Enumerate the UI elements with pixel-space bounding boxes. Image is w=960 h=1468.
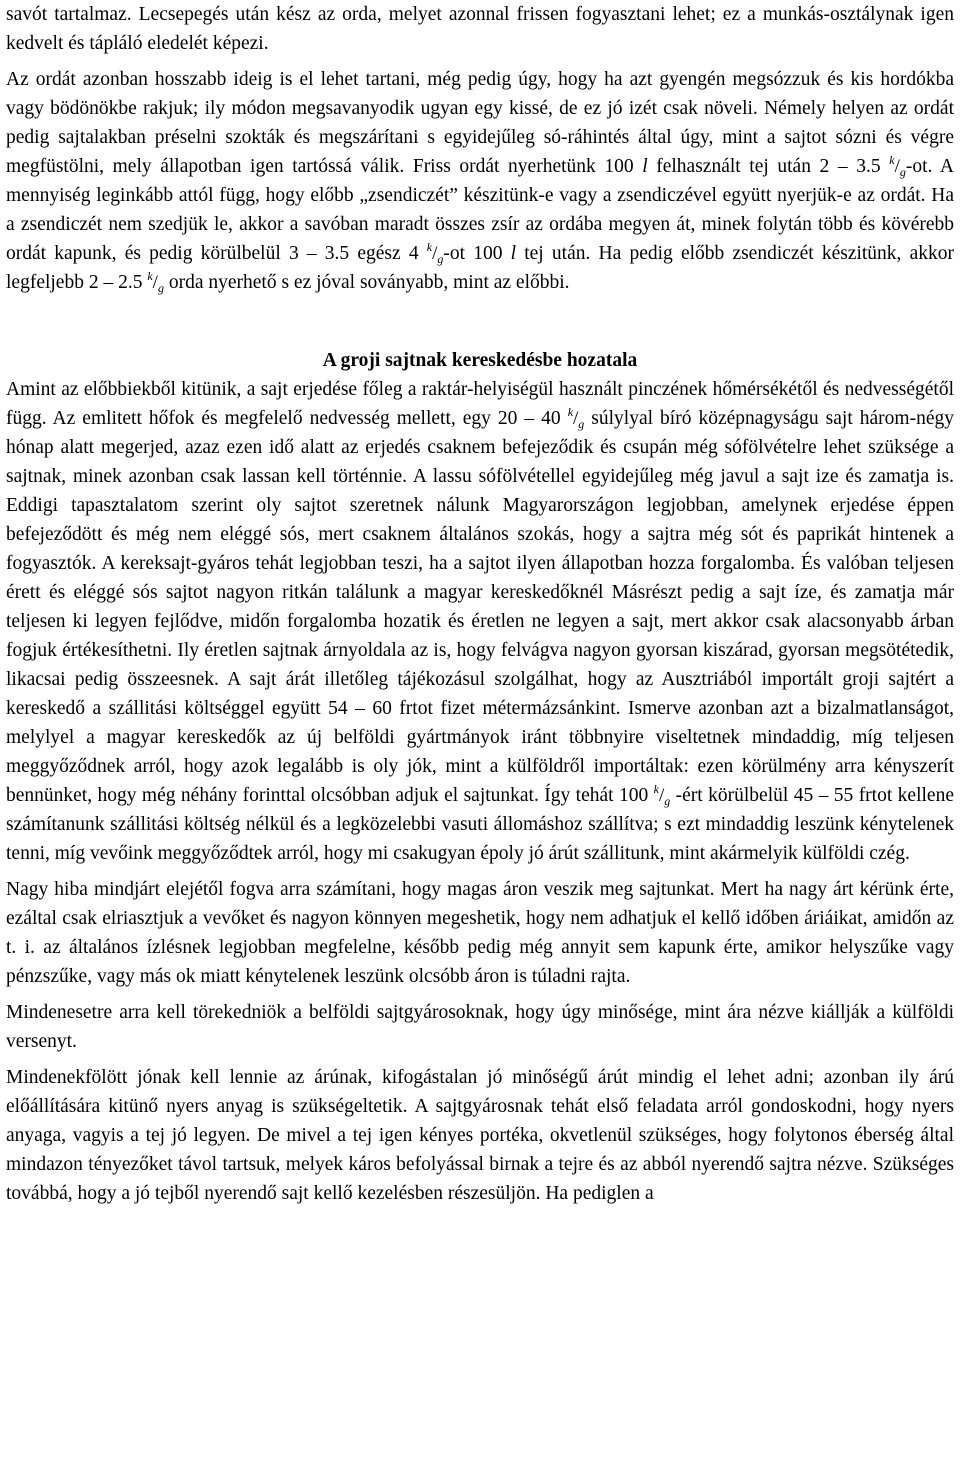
paragraph-section-4: Mindenekfölött jónak kell lennie az árúnak, kifogástalan jó minőségű árút mindig el lehet adni; azonban ily árú előállítására kitünő nyers anyag is szükségeltetik. A sajtgyárosnak tehát első feladata arról gondoskodni, hogy nyers anyaga, vagyis a tej jó legyen. De mivel a tej igen kényes portéka, okvetlenül szükséges, hogy folytonos éberség által mindazon tényezőket távol tartsuk, melyek káros befolyással birnak a tejre és az abból nyerendő sajtra nézve. Szükséges továbbá, hogy a jó tejből nyerendő sajt kellő kezelésben részesüljön. Ha pediglen a xyxy=(6,1067,954,1204)
unit-kg: $^k/_g$ xyxy=(889,153,906,179)
unit-kg: $^k/_g$ xyxy=(567,405,585,431)
text-run: -ot. A mennyiség leginkább attól függ, hogy előbb „zsendiczét” készitünk-e vagy a zsendiczével együtt nyerjük-e az ordát. Ha a zsendiczét nem szedjük le, akkor a savóban maradt összes zsír az ordába megyen át, minek folytán több és kövérebb ordát kapunk, és pedig körülbelül 3 – 3.5 egész 4 xyxy=(6,156,954,264)
paragraph-section-2: Nagy hiba mindjárt elejétől fogva arra számítani, hogy magas áron veszik meg sajtunkat. Mert ha nagy árt kérünk érte, ezáltal csak elriasztjuk a vevőket és nagyon könnyen megeshetik, hogy nem adhatjuk el kellő időben áriáikat, amidőn az t. i. az általános ízlésnek legjobban megfelelne, később pedig még annyit sem kapunk érte, amikor helyszűke vagy pénzszűke, vagy más ok miatt kénytelenek leszünk olcsóbb áron is túladni rajta. xyxy=(6,879,954,987)
text-run: orda nyerhető s ez jóval soványabb, mint az előbbi. xyxy=(163,272,570,293)
unit-kg: $^k/_g$ xyxy=(147,269,164,295)
text-run: Az ordát azonban hosszabb ideig is el lehet tartani, még pedig úgy, hogy ha azt gyengén megsózzuk és kis hordókba vagy bödönökbe rakjuk; ily módon megsavanyodik ugyan egy kissé, de ez jó izét csak növeli. Némely helyen az ordát pedig sajtalakban préselni szokták és megszárítani s egyidejűleg só-ráhintés által úgy, mint a sajtot sózni és végre megfüstölni, mely állapotban igen tartóssá válik. Friss ordát nyerhetünk 100 xyxy=(6,69,954,177)
paragraph-intro-2 xyxy=(6,65,954,297)
paragraph-intro-1: savót tartalmaz. Lecsepegés után kész az orda, melyet azonnal frissen fogyasztani lehet; ez a munkás-osztálynak igen kedvelt és tápláló eledelét képezi. xyxy=(6,4,954,54)
text-run: -ért körülbelül 45 – 55 frtot kellene számítanunk szállitási költség nélkül és a legközelebbi vasuti állomáshoz szállítva; s ezt mindaddig leszünk kénytelenek tenni, míg vevőink meggyőződtek arról, hogy mi csakugyan époly jó árút szállitunk, mint akármelyik külföldi czég. xyxy=(6,785,954,864)
paragraph-section-1 xyxy=(6,375,954,868)
unit-kg: $^k/_g$ xyxy=(426,240,444,266)
text-run: súlylyal bíró középnagyságu sajt három-négy hónap alatt megerjed, azaz ezen idő alatt az erjedés csaknem befejeződik és csupán még sófölvételre lehet szüksége a sajtnak, minek azonban csak lassan kell történnie. A lassu sófölvétellel egyidejűleg még javul a sajt ize és zamatja is. Eddigi tapasztalatom szerint oly sajtot szeretnek nálunk Magyarországon legjobban, amelynek erjedése éppen befejeződött és még nem eléggé sós, mert csaknem általános szokás, hogy a sajtra még sót és paprikát hintenek a fogyasztók. A kereksajt-gyáros tehát legjobban teszi, ha a sajtot ilyen állapotban hozza forgalomba. És valóban teljesen érett és eléggé sós sajtot nagyon ritkán találunk a magyar kereskedőknél Másrészt pedig a sajt íze, és zamatja már teljesen ki legyen fejlődve, midőn forgalomba hozatik és éretlen ne legyen a sajt, mert akkor csak alacsonyabb árban fogjuk értékesíthetni. Ily éretlen sajtnak árnyoldala az is, hogy felvágva nagyon gyorsan kiszárad, gyorsan megsötétedik, likacsai pedig összeesnek. A sajt árát illetőleg tájékozásul szolgálhat, hogy az Ausztriából importált groji sajtért a kereskedő a szállitási költséggel együtt 54 – 60 frtot fizet métermázsánkint. Ismerve azonban azt a bizalmatlanságot, melylyel a magyar kereskedők az új belföldi gyártmányok iránt többnyire viseltetnek mindaddig, míg teljesen meggyőződnek arról, hogy azok legalább is oly jók, mint a külföldről importáltak: ezen körülmény arra kényszerít bennünket, hogy még néhány forinttal olcsóbban adjuk el sajtunkat. Így tehát 100 xyxy=(6,408,954,806)
text-run: felhasznált tej után 2 – 3.5 xyxy=(647,156,890,177)
text-run: Amint az előbbiekből kitünik, a sajt erjedése főleg a raktár-helyiségül használt pinczének hőmérsékétől és nedvességétől függ. Az emlitett hőfok és megfelelő nedvesség mellett, egy 20 – 40 xyxy=(6,379,954,429)
text-run: tej után. Ha pedig előbb zsendiczét készitünk, akkor legfeljebb 2 – 2.5 xyxy=(6,243,954,293)
text-run: -ot 100 xyxy=(443,243,511,264)
paragraph-section-3: Mindenesetre arra kell törekedniök a belföldi sajtgyárosoknak, hogy úgy minősége, mint ára nézve kiállják a külföldi versenyt. xyxy=(6,1002,954,1052)
unit-kg: $^k/_g$ xyxy=(653,782,671,808)
unit-liter: l xyxy=(510,243,517,264)
unit-liter: l xyxy=(642,156,648,177)
document-page xyxy=(6,0,954,1208)
section-heading: A groji sajtnak kereskedésbe hozatala xyxy=(322,350,638,371)
